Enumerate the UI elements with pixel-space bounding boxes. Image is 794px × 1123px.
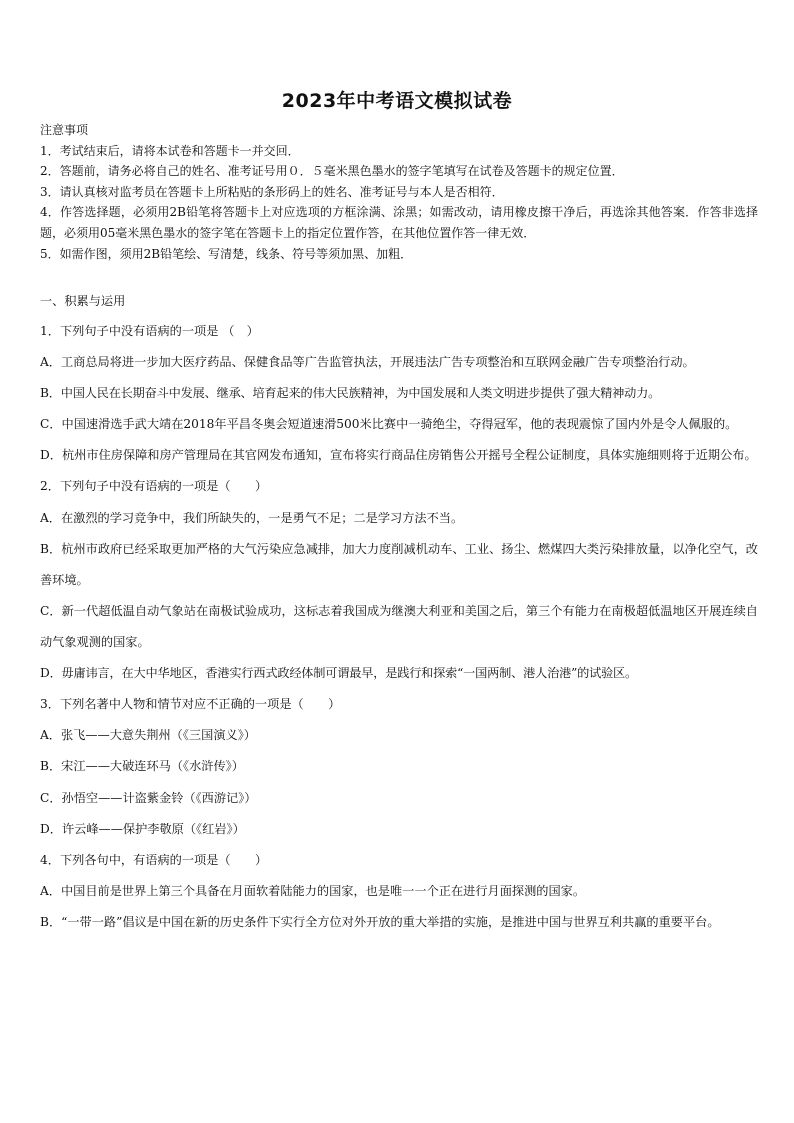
question-option: A．工商总局将进一步加大医疗药品、保健食品等广告监管执法，开展违法广告专项整治和互联网金融广告专项整治行动。	[40, 355, 695, 370]
question-stem: 4．下列各句中，有语病的一项是（ ）	[40, 852, 268, 867]
notice-heading: 注意事项	[40, 123, 89, 137]
notice-section	[40, 120, 758, 264]
question-option: A．在激烈的学习竞争中，我们所缺失的，一是勇气不足；二是学习方法不当。	[40, 510, 464, 525]
question-option: C．中国速滑选手武大靖在2018年平昌冬奥会短道速滑500米比赛中一骑绝尘，夺得冠军，他的表现震惊了国内外是令人佩服的。	[40, 417, 738, 432]
question-option: B．杭州市政府已经采取更加严格的大气污染应急减排，加大力度削减机动车、工业、扬尘、燃煤四大类污染排放量，以净化空气，改善环境。	[40, 541, 758, 587]
question-option: B．宋江——大破连环马（《水浒传》）	[40, 759, 244, 774]
notice-item: 3．请认真核对监考员在答题卡上所粘贴的条形码上的姓名、准考证号与本人是否相符．	[40, 184, 504, 199]
question-option: D．杭州市住房保障和房产管理局在其官网发布通知，宣布将实行商品住房销售公开摇号全程公证制度，具体实施细则将于近期公布。	[40, 448, 757, 463]
question-stem: 2．下列句子中没有语病的一项是（ ）	[40, 479, 268, 494]
question-option: B．中国人民在长期奋斗中发展、继承、培育起来的伟大民族精神，为中国发展和人类文明进步提供了强大精神动力。	[40, 386, 661, 401]
question-option: B．“一带一路”倡议是中国在新的历史条件下实行全方位对外开放的重大举措的实施，是推进中国与世界互利共赢的重要平台。	[40, 915, 720, 930]
question-option: A．张飞——大意失荆州（《三国演义》）	[40, 728, 256, 743]
exam-title: 2023年中考语文模拟试卷	[281, 90, 513, 112]
question-section	[40, 286, 758, 938]
notice-item: 2．答题前，请务必将自己的姓名、准考证号用０．５毫米黑色墨水的签字笔填写在试卷及答题卡的规定位置．	[40, 164, 624, 179]
question-option: D．毋庸讳言，在大中华地区，香港实行西式政经体制可谓最早，是践行和探索“一国两制、港人治港”的试验区。	[40, 665, 638, 680]
question-option: C．孙悟空——计盗紫金铃（《西游记》）	[40, 790, 257, 805]
notice-item: 5．如需作图，须用2B铅笔绘、写清楚，线条、符号等须加黑、加粗．	[40, 246, 413, 261]
question-option: D．许云峰——保护李敬原（《红岩》）	[40, 821, 245, 836]
question-option: A．中国目前是世界上第三个具备在月面软着陆能力的国家，也是唯一一个正在进行月面探测的国家。	[40, 884, 586, 899]
notice-item: 1．考试结束后，请将本试卷和答题卡一并交回．	[40, 143, 300, 158]
question-stem: 3．下列名著中人物和情节对应不正确的一项是（ ）	[40, 696, 341, 711]
question-option: C．新一代超低温自动气象站在南极试验成功，这标志着我国成为继澳大利亚和美国之后，第三个有能力在南极超低温地区开展连续自动气象观测的国家。	[40, 603, 758, 649]
notice-item: 4．作答选择题，必须用2B铅笔将答题卡上对应选项的方框涂满、涂黑；如需改动，请用橡皮擦干净后，再选涂其他答案．作答非选择题，必须用05毫米黑色墨水的签字笔在答题卡上的指定位置作答，在其他位置作答一律无效．	[40, 205, 758, 240]
section-title: 一、积累与运用	[40, 294, 126, 308]
question-stem: 1．下列句子中没有语病的一项是 （ ）	[40, 324, 259, 338]
